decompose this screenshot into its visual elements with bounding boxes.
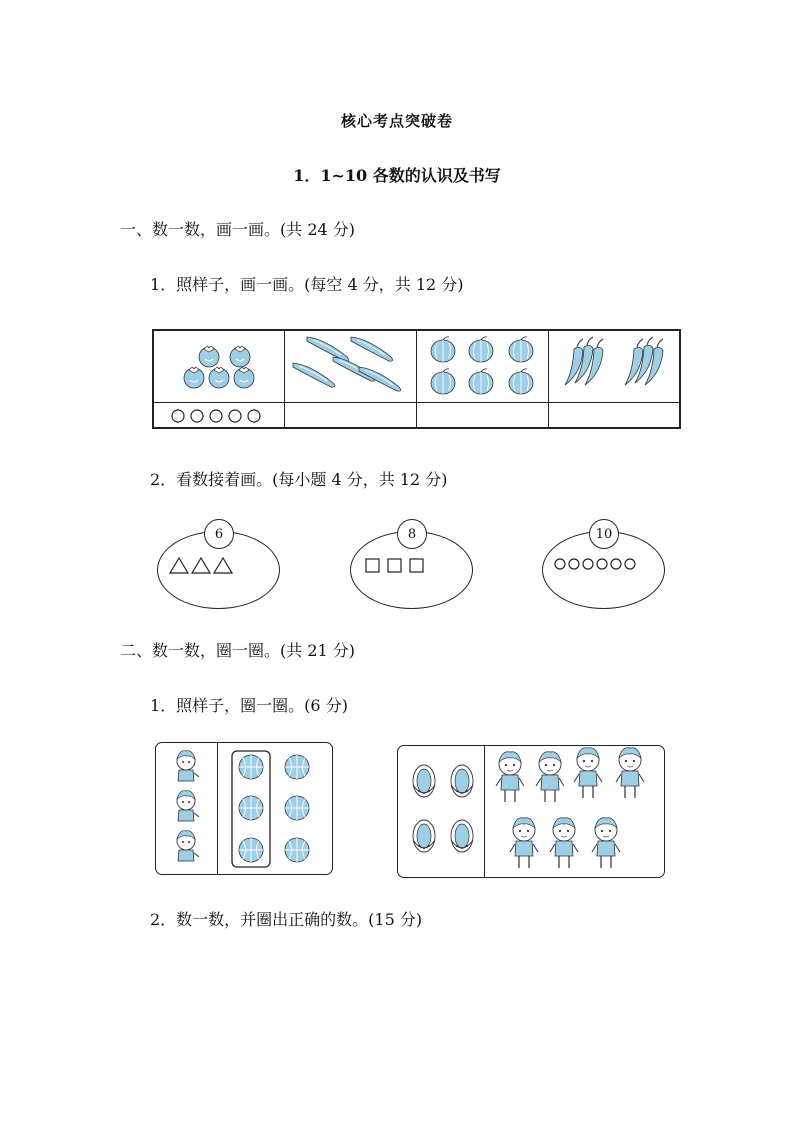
child-icon	[592, 818, 620, 868]
watermelon-icon	[431, 369, 455, 394]
answer-cell[interactable]	[285, 403, 416, 429]
cucumber-icon	[307, 337, 349, 361]
drum-icon	[451, 820, 473, 852]
child-icon	[496, 752, 524, 802]
child-icon	[550, 818, 578, 868]
answer-cell[interactable]	[549, 403, 680, 429]
drum-icon	[451, 765, 473, 797]
circle-icon	[597, 559, 607, 569]
number-circle: 6	[204, 519, 234, 549]
boy-icon	[177, 791, 199, 821]
sample-circles	[154, 403, 284, 429]
child-icon	[616, 748, 644, 798]
tomato-icon	[234, 367, 254, 388]
circle-icon	[625, 559, 635, 569]
square-icon	[366, 559, 379, 572]
basketball-icon	[239, 796, 263, 820]
triangle-icon	[170, 558, 188, 573]
task-illustration	[398, 746, 664, 877]
answer-cell[interactable]	[417, 403, 548, 429]
pepper-cell	[549, 331, 681, 402]
circle-icon	[611, 559, 621, 569]
cucumber-cell	[285, 331, 416, 402]
circle-icon	[555, 559, 565, 569]
basketball-icon	[285, 796, 309, 820]
q1-1-label: 1．照样子，画一画。(每空 4 分，共 12 分)	[150, 275, 464, 294]
basketball-icon	[285, 838, 309, 862]
triangle-icon	[214, 558, 232, 573]
section1-heading: 一、数一数，画一画。(共 24 分)	[120, 220, 356, 239]
watermelon-icon	[469, 369, 493, 394]
boy-icon	[177, 751, 199, 781]
watermelon-cell	[417, 331, 548, 402]
square-icon	[388, 559, 401, 572]
sample-illustration	[156, 743, 332, 874]
q2-2-label: 2．数一数，并圈出正确的数。(15 分)	[150, 910, 423, 929]
section2-heading: 二、数一数，圈一圈。(共 21 分)	[120, 641, 356, 660]
circle-icon	[583, 559, 593, 569]
q2-1-label: 1．照样子，圈一圈。(6 分)	[150, 696, 348, 715]
circles-group	[553, 556, 643, 572]
number-circle: 8	[397, 519, 427, 549]
watermelon-icon	[509, 337, 533, 362]
tomato-icon	[184, 367, 204, 388]
drum-icon	[413, 765, 435, 797]
circle-icon	[569, 559, 579, 569]
watermelon-icon	[431, 337, 455, 362]
triangles-group	[168, 556, 238, 576]
child-icon	[536, 752, 564, 802]
basketball-icon	[239, 838, 263, 862]
cucumber-icon	[351, 337, 393, 361]
draw-table	[152, 329, 681, 429]
child-icon	[574, 748, 602, 798]
doc-subtitle: 1．1~10 各数的认识及书写	[293, 166, 501, 185]
tomato-icon	[199, 346, 219, 367]
triangle-icon	[192, 558, 210, 573]
cucumber-icon	[293, 363, 335, 387]
squares-group	[364, 557, 434, 575]
square-icon	[410, 559, 423, 572]
cucumber-icon	[359, 367, 401, 391]
watermelon-icon	[469, 337, 493, 362]
watermelon-icon	[509, 369, 533, 394]
girl-icon	[177, 831, 199, 861]
tomato-cell	[154, 331, 284, 402]
doc-header: 核心考点突破卷	[340, 112, 453, 130]
tomato-icon	[230, 346, 250, 367]
child-icon	[510, 818, 538, 868]
basketball-icon	[285, 755, 309, 779]
basketball-icon	[239, 755, 263, 779]
tomato-icon	[209, 367, 229, 388]
q1-2-label: 2．看数接着画。(每小题 4 分，共 12 分)	[150, 470, 448, 489]
number-circle: 10	[589, 519, 619, 549]
drum-icon	[413, 820, 435, 852]
